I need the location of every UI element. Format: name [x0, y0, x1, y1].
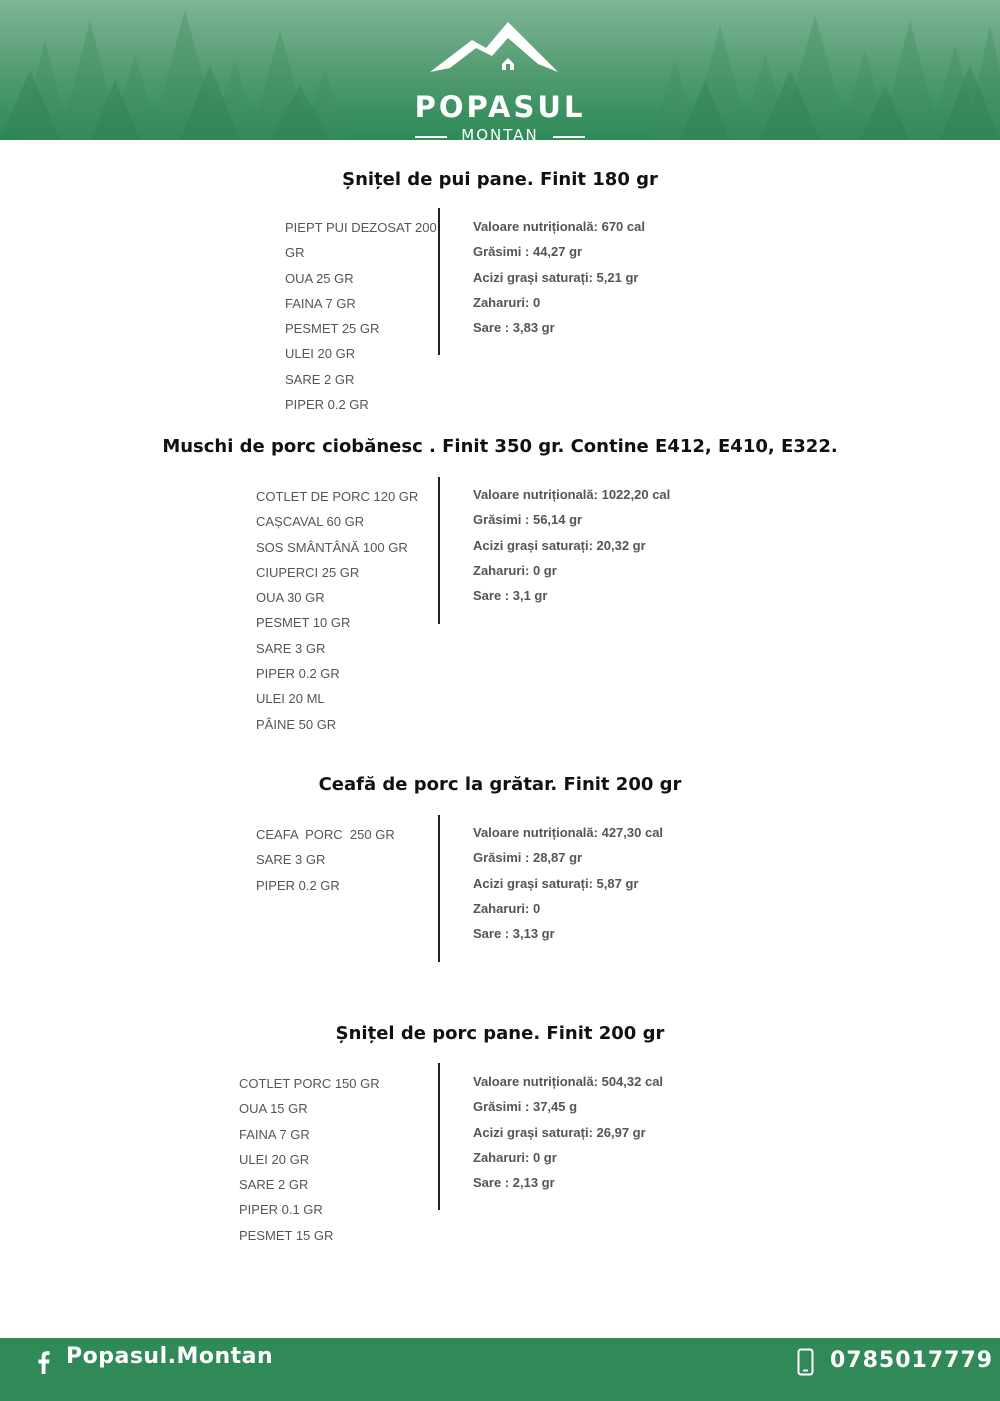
ingredient-item: PIPER 0.2 GR — [256, 877, 340, 893]
ingredient-item: OUA 15 GR — [239, 1101, 308, 1117]
nutrition-list — [473, 820, 663, 946]
ingredients-list — [256, 484, 418, 737]
nutrition-item: Sare : 3,83 gr — [473, 320, 555, 336]
ingredient-item: ULEI 20 GR — [239, 1151, 310, 1167]
facebook-icon[interactable] — [34, 1350, 54, 1374]
nutrition-item: Valoare nutrițională: 504,32 cal — [473, 1074, 664, 1089]
nutrition-item: Valoare nutrițională: 427,30 cal — [473, 825, 664, 840]
ingredient-item: PIPER 0.1 GR — [239, 1202, 323, 1218]
ingredient-item: ULEI 20 ML — [256, 691, 325, 707]
nutrition-item: Zaharuri: 0 — [473, 900, 541, 916]
ingredient-item: FAINA 7 GR — [239, 1126, 310, 1142]
nutrition-item: Zaharuri: 0 — [473, 294, 541, 310]
column-divider — [438, 208, 440, 355]
header-banner — [0, 0, 1000, 140]
nutrition-item: Valoare nutrițională: 670 cal — [473, 219, 645, 234]
ingredient-item: PESMET 25 GR — [285, 321, 380, 337]
ingredient-item: FAINA 7 GR — [285, 295, 356, 311]
ingredient-item: PIPER 0.2 GR — [285, 397, 369, 413]
ingredient-item: CEAFA PORC 250 GR — [256, 827, 395, 842]
column-divider — [438, 815, 440, 962]
nutrition-item: Grăsimi : 56,14 gr — [473, 512, 583, 528]
nutrition-item: Grăsimi : 37,45 g — [473, 1099, 578, 1115]
ingredient-item: OUA 30 GR — [256, 590, 325, 606]
nutrition-item: Sare : 3,13 gr — [473, 926, 555, 942]
ingredient-item: OUA 25 GR — [285, 270, 354, 286]
ingredient-item: PÂINE 50 GR — [256, 716, 337, 732]
ingredient-item: SARE 3 GR — [256, 852, 326, 868]
dish-title: Ceafă de porc la grătar. Finit 200 gr — [318, 774, 682, 795]
ingredient-item: PESMET 15 GR — [239, 1227, 334, 1243]
ingredients-list — [256, 822, 395, 898]
brand-name: POPASUL — [414, 90, 586, 124]
facebook-link[interactable]: Popasul.Montan — [66, 1344, 274, 1369]
dish-title: Muschi de porc ciobănesc . Finit 350 gr. Contine E412, E410, E322. — [162, 436, 838, 457]
column-divider — [438, 1063, 440, 1210]
ingredient-item: SARE 3 GR — [256, 640, 326, 656]
nutrition-item: Acizi grași saturați: 5,87 gr — [473, 875, 639, 891]
nutrition-item: Sare : 3,1 gr — [473, 588, 548, 604]
ingredient-item: GR — [285, 245, 305, 261]
ingredients-list — [239, 1071, 380, 1248]
nutrition-item: Acizi grași saturați: 20,32 gr — [473, 537, 646, 553]
nutrition-item: Acizi grași saturați: 5,21 gr — [473, 269, 639, 285]
phone-number[interactable]: 0785017779 — [830, 1348, 994, 1373]
ingredient-item: SOS SMÂNTÂNĂ 100 GR — [256, 539, 408, 555]
ingredient-item: SARE 2 GR — [239, 1177, 309, 1193]
brand-subtitle: MONTAN — [410, 126, 590, 140]
column-divider — [438, 477, 440, 624]
ingredient-item: PESMET 10 GR — [256, 615, 351, 631]
mountain-logo-icon — [410, 18, 590, 90]
phone-icon — [797, 1348, 814, 1376]
nutrition-list — [473, 482, 670, 608]
ingredient-item: SARE 2 GR — [285, 371, 355, 387]
dish-title: Șnițel de pui pane. Finit 180 gr — [342, 169, 658, 190]
nutrition-item: Grăsimi : 44,27 gr — [473, 244, 583, 260]
ingredient-item: CIUPERCI 25 GR — [256, 564, 360, 580]
nutrition-list — [473, 1069, 663, 1195]
dish-title: Șnițel de porc pane. Finit 200 gr — [335, 1023, 665, 1044]
ingredient-item: ULEI 20 GR — [285, 346, 356, 362]
ingredient-item: PIEPT PUI DEZOSAT 200 — [285, 220, 437, 235]
ingredient-item: COTLET DE PORC 120 GR — [256, 489, 419, 504]
ingredient-item: COTLET PORC 150 GR — [239, 1076, 380, 1091]
ingredient-item: CAȘCAVAL 60 GR — [256, 514, 365, 530]
footer-bar — [0, 1338, 1000, 1401]
nutrition-item: Zaharuri: 0 gr — [473, 562, 557, 578]
nutrition-item: Zaharuri: 0 gr — [473, 1149, 557, 1165]
nutrition-item: Valoare nutrițională: 1022,20 cal — [473, 487, 671, 502]
nutrition-item: Grăsimi : 28,87 gr — [473, 850, 583, 866]
ingredients-list — [285, 215, 437, 417]
brand-logo — [410, 18, 590, 140]
nutrition-item: Sare : 2,13 gr — [473, 1175, 555, 1191]
ingredient-item: PIPER 0.2 GR — [256, 666, 340, 682]
nutrition-list — [473, 214, 645, 340]
nutrition-item: Acizi grași saturați: 26,97 gr — [473, 1124, 646, 1140]
